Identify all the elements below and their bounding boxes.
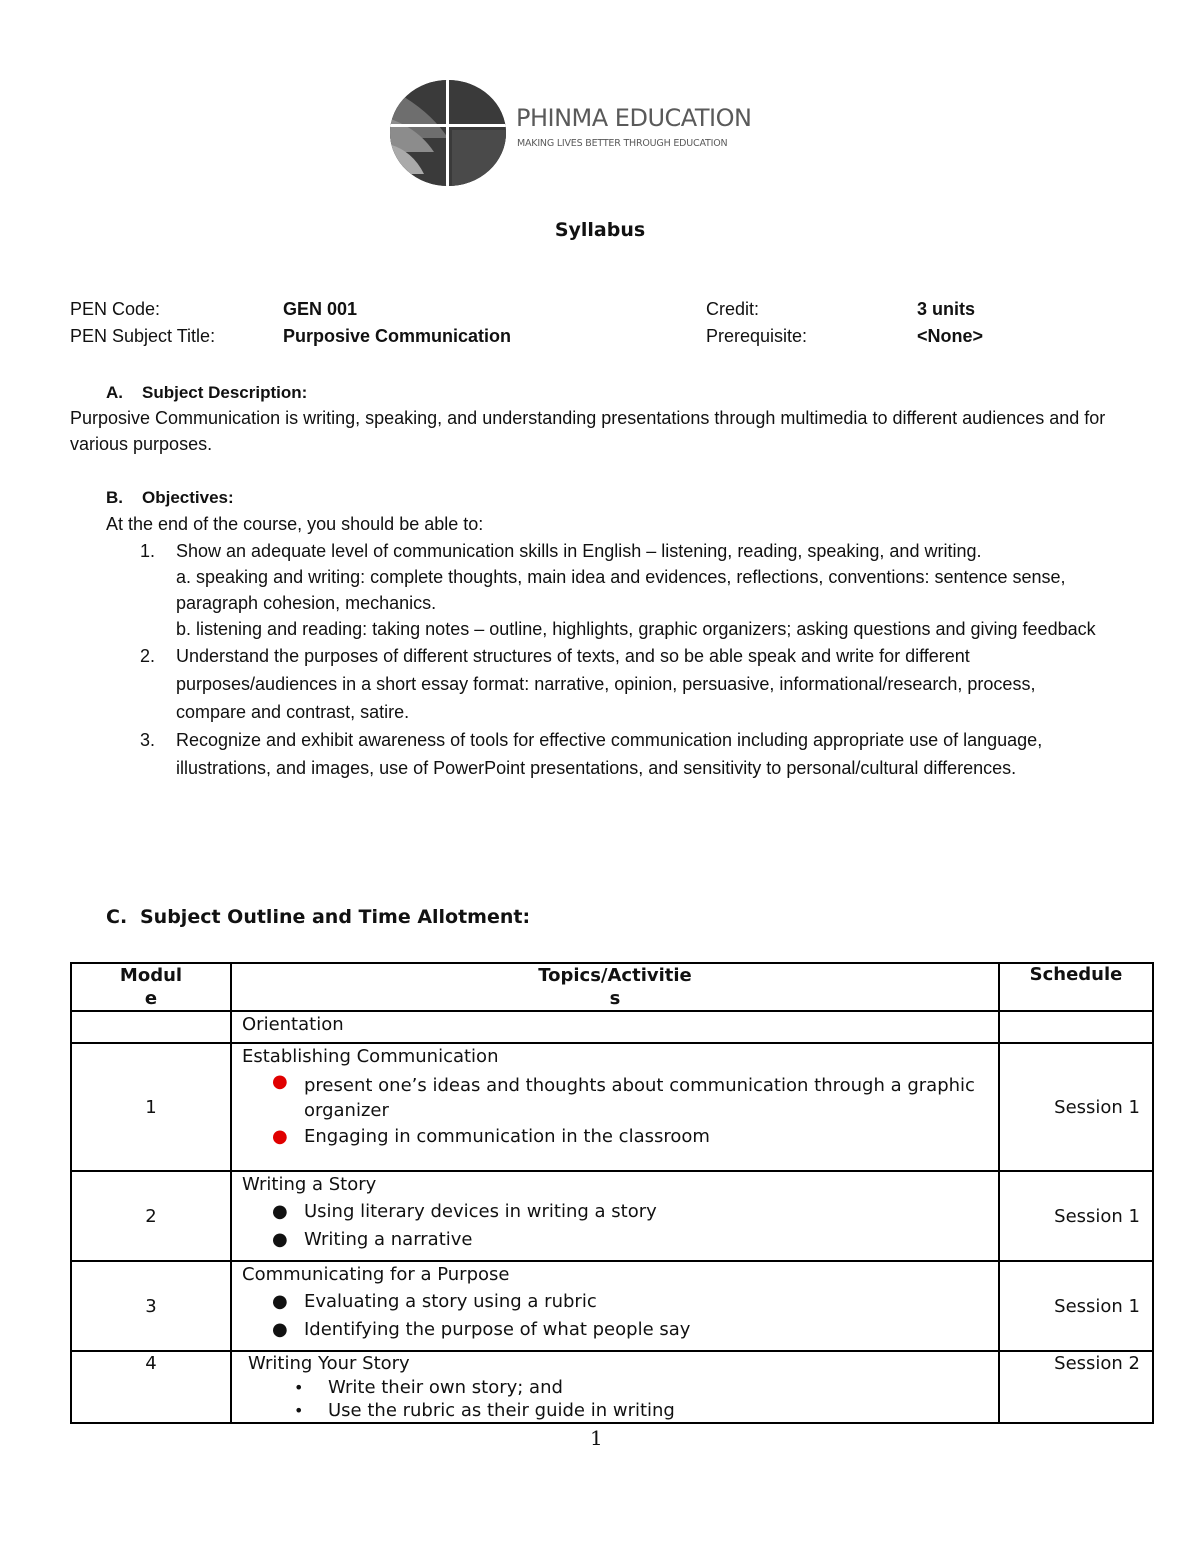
schedule-cell: Session 2	[999, 1351, 1153, 1423]
list-item	[242, 1316, 998, 1344]
topic-bullets	[242, 1070, 998, 1150]
logo-name: PHINMA EDUCATION	[516, 104, 752, 132]
bullet-icon: •	[294, 1401, 304, 1420]
credit-value: 3 units	[917, 299, 976, 319]
list-item	[242, 1098, 998, 1124]
topic-title: Writing a Story	[242, 1174, 377, 1195]
prerequisite-value: <None>	[917, 326, 984, 346]
section-a-title: Subject Description:	[142, 383, 308, 402]
section-c-letter: C.	[106, 906, 128, 928]
subject-description: Purposive Communication is writing, speaking, and understanding presentations through multimedia to different audiences and for various purposes.	[70, 408, 1106, 454]
bullet-text-continued: organizer	[304, 1100, 389, 1121]
section-a-heading	[106, 383, 307, 403]
logo-tagline: MAKING LIVES BETTER THROUGH EDUCATION	[517, 138, 728, 149]
topic-cell	[231, 1171, 999, 1261]
objective-number: 3.	[140, 730, 156, 750]
objective-text: Understand the purposes of different structures of texts, and so be able speak and write for different purposes/audiences in a short essay format: narrative, opinion, persuasive, informational/research, process, compare and contrast, satire.	[176, 646, 1036, 722]
document-title: Syllabus	[554, 219, 646, 241]
topic-cell	[231, 1261, 999, 1351]
objectives-list	[140, 538, 1100, 782]
topic-bullets	[242, 1198, 998, 1254]
table-row	[71, 1261, 1153, 1351]
topic-title: Establishing Communication	[242, 1046, 499, 1067]
topic-cell	[231, 1043, 999, 1171]
table-row	[71, 1043, 1153, 1171]
schedule-cell: Session 1	[999, 1043, 1153, 1171]
schedule-cell: Session 1	[999, 1261, 1153, 1351]
table-row	[71, 1351, 1153, 1423]
objective-sub-b: b. listening and reading: taking notes – outline, highlights, graphic organizers; asking questions and giving feedback	[176, 619, 1096, 639]
pen-code-value: GEN 001	[283, 299, 358, 319]
section-c-heading	[106, 906, 530, 928]
bullet-text: Use the rubric as their guide in writing	[328, 1400, 675, 1421]
section-b-letter: B.	[106, 488, 123, 507]
objective-item	[140, 538, 1100, 642]
phinma-emblem-icon	[388, 78, 508, 188]
bullet-text: Identifying the purpose of what people say	[304, 1319, 691, 1340]
table-header-row	[71, 963, 1153, 1011]
outline-table	[70, 962, 1154, 1424]
bullet-text: Evaluating a story using a rubric	[304, 1291, 597, 1312]
module-cell: 3	[71, 1261, 231, 1351]
objective-item	[140, 642, 1100, 726]
bullet-text: Write their own story; and	[328, 1377, 563, 1398]
red-bullet-icon: ●	[272, 1126, 288, 1147]
objective-number: 2.	[140, 646, 156, 666]
topic-title: Writing Your Story	[248, 1353, 410, 1374]
objective-number: 1.	[140, 541, 156, 561]
module-cell: 4	[71, 1351, 231, 1423]
bullet-icon: ●	[272, 1229, 288, 1250]
section-b-heading	[106, 488, 234, 508]
list-item	[242, 1070, 998, 1098]
list-item	[248, 1376, 998, 1399]
credit-label: Credit:	[706, 299, 760, 319]
header-module	[71, 963, 231, 1011]
prerequisite-label: Prerequisite:	[706, 326, 808, 346]
objective-sub-a: a. speaking and writing: complete thoughts, main idea and evidences, reflections, conventions: sentence sense, paragraph cohesion, mechanics.	[176, 567, 1066, 613]
header-topics	[231, 963, 999, 1011]
header-schedule: Schedule	[999, 963, 1153, 1011]
topic-cell	[231, 1351, 999, 1423]
module-cell: 1	[71, 1043, 231, 1171]
list-item	[242, 1288, 998, 1316]
objective-text: Recognize and exhibit awareness of tools for effective communication including appropriate use of language, illustrations, and images, use of PowerPoint presentations, and sensitivity to personal/cultural differences.	[176, 730, 1043, 778]
bullet-icon: ●	[272, 1201, 288, 1222]
bullet-text: Engaging in communication in the classroom	[304, 1126, 710, 1147]
subject-title-label: PEN Subject Title:	[70, 326, 216, 346]
module-cell	[71, 1011, 231, 1043]
section-c-title: Subject Outline and Time Allotment:	[140, 906, 531, 928]
topic-cell	[231, 1011, 999, 1043]
section-a-letter: A.	[106, 383, 123, 402]
header-topics-label: Topics/Activities	[538, 965, 692, 1009]
pen-code-label: PEN Code:	[70, 299, 161, 319]
list-item	[242, 1124, 998, 1150]
bullet-text: present one’s ideas and thoughts about communication through a graphic	[304, 1075, 975, 1096]
bullet-text: Writing a narrative	[304, 1229, 473, 1250]
page-number: 1	[590, 1426, 603, 1450]
section-b-title: Objectives:	[142, 488, 234, 507]
bullet-icon: ●	[272, 1291, 288, 1312]
topic-bullets	[242, 1288, 998, 1344]
subject-title-value: Purposive Communication	[283, 326, 512, 346]
schedule-cell: Session 1	[999, 1171, 1153, 1261]
topic-title: Communicating for a Purpose	[242, 1264, 510, 1285]
list-item	[242, 1226, 998, 1254]
objective-text: Show an adequate level of communication skills in English – listening, reading, speaking, and writing.	[176, 541, 982, 561]
topic-bullets	[248, 1376, 998, 1422]
table-row	[71, 1011, 1153, 1043]
topic-title: Orientation	[242, 1014, 344, 1035]
objectives-intro: At the end of the course, you should be able to:	[106, 514, 484, 534]
red-bullet-icon: ●	[272, 1071, 288, 1092]
table-row	[71, 1171, 1153, 1261]
bullet-text: Using literary devices in writing a story	[304, 1201, 657, 1222]
objective-item	[140, 726, 1100, 782]
bullet-icon: •	[294, 1378, 304, 1397]
list-item	[242, 1198, 998, 1226]
list-item	[248, 1399, 998, 1422]
schedule-cell	[999, 1011, 1153, 1043]
phinma-logo	[388, 78, 778, 188]
bullet-icon: ●	[272, 1319, 288, 1340]
module-cell: 2	[71, 1171, 231, 1261]
header-module-label: Module	[119, 965, 183, 1009]
